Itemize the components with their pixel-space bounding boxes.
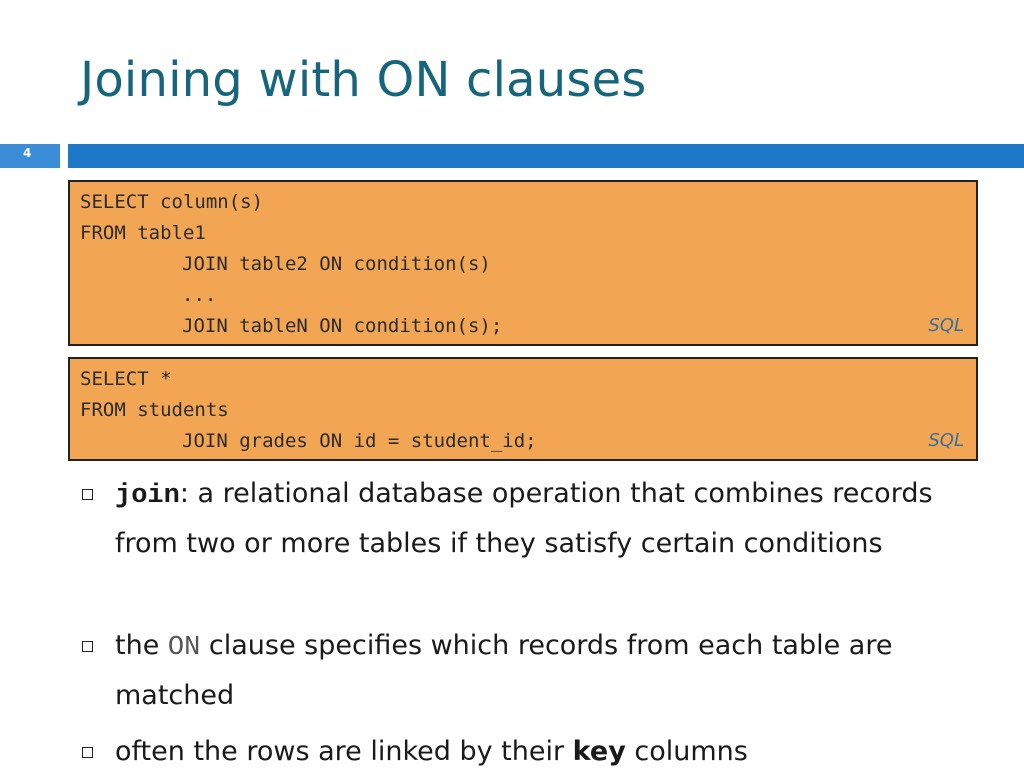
code-line: JOIN table2 ON condition(s): [182, 253, 491, 275]
bullet-square-icon: [82, 489, 93, 500]
bullet-item-on-clause: [115, 622, 995, 720]
code-line: SELECT column(s): [80, 191, 264, 213]
language-label: SQL: [928, 430, 964, 451]
bullet-square-icon: [82, 641, 93, 652]
join-term: join: [115, 481, 180, 511]
code-line: FROM table1: [80, 222, 206, 244]
on-keyword: ON: [167, 633, 201, 663]
code-line: SELECT *: [80, 368, 172, 390]
bullet-text: clause specifies which records from each table are matched: [115, 630, 893, 711]
code-line: FROM students: [80, 399, 229, 421]
bullet-text: a relational database operation that combines records from two or more tables if they satisfy certain conditions: [115, 478, 933, 559]
bullet-prefix: often the rows are linked by their: [115, 736, 573, 767]
language-label: SQL: [928, 315, 964, 336]
key-term: key: [572, 736, 626, 767]
bullet-suffix: columns: [625, 736, 748, 767]
title-divider-bar: [68, 144, 1024, 168]
bullet-square-icon: [82, 747, 93, 758]
code-line: ...: [182, 284, 217, 306]
slide-title: Joining with ON clauses: [80, 52, 647, 108]
sql-code-block-example: [68, 357, 978, 461]
bullet-item-join-definition: [115, 470, 995, 568]
slide-number: 4: [23, 146, 32, 160]
term-colon: :: [179, 478, 189, 509]
code-line: JOIN tableN ON condition(s);: [182, 315, 503, 337]
code-line: JOIN grades ON id = student_id;: [182, 430, 537, 452]
bullet-item-key-columns: [115, 728, 995, 776]
bullet-prefix: the: [115, 630, 168, 661]
sql-code-block-syntax: [68, 180, 978, 346]
